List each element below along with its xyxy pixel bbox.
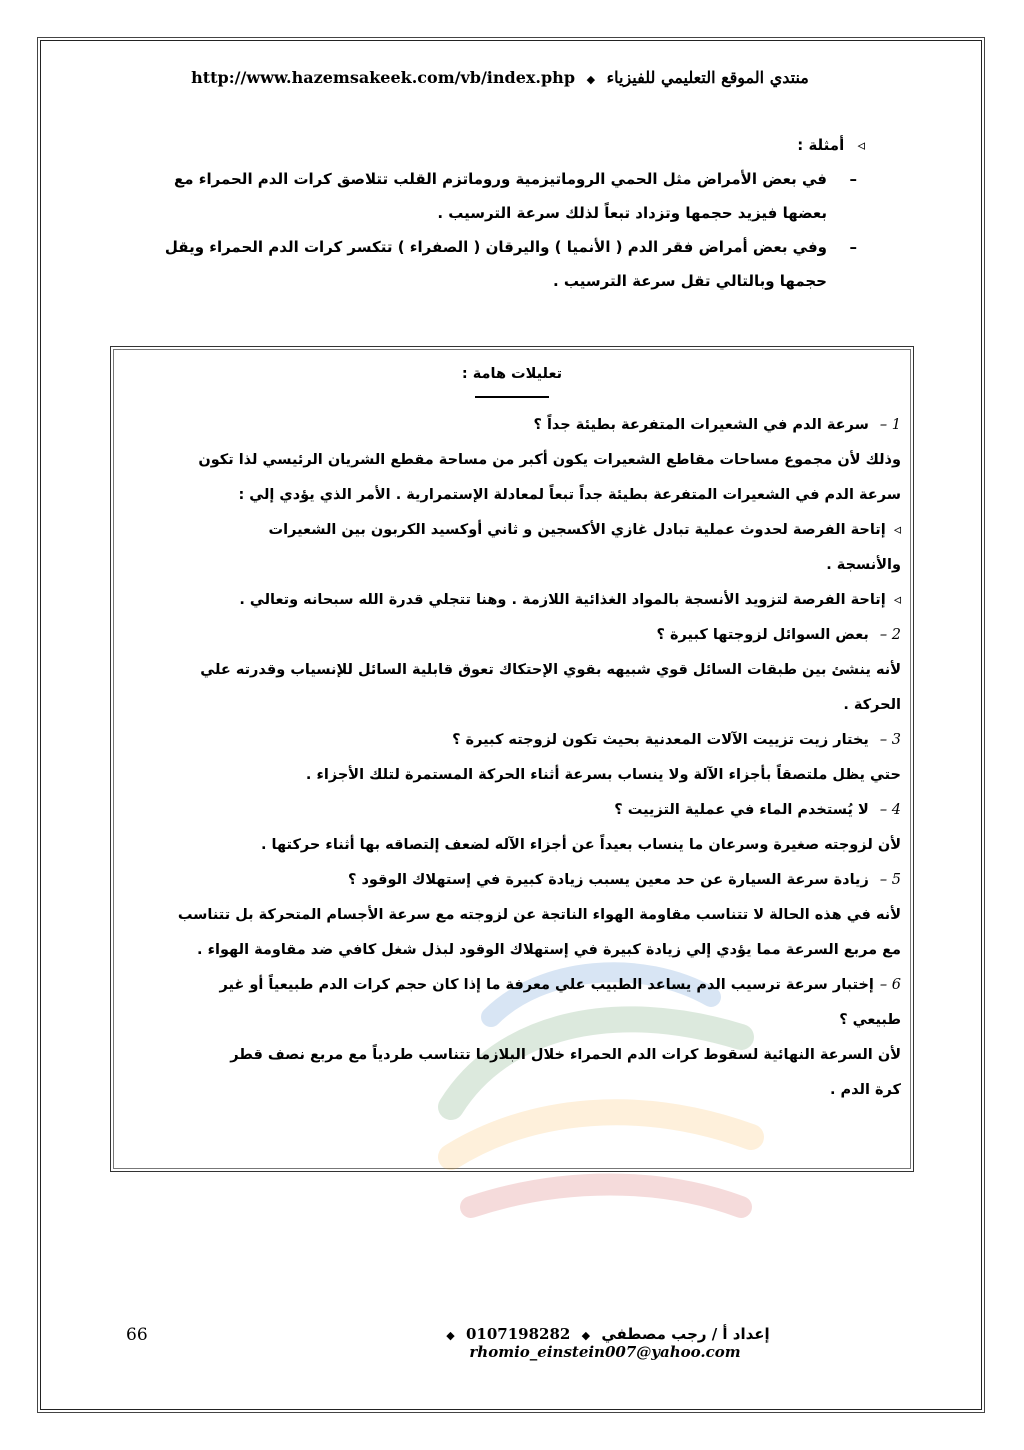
question-text: يختار زيت تزييت الآلات المعدنية بحيث تكون لزوجته كبيرة ؟ bbox=[452, 732, 869, 748]
diamond-separator-icon: ◆ bbox=[581, 1329, 591, 1342]
question-number: 1 – bbox=[879, 417, 901, 433]
question-text: زيادة سرعة السيارة عن حد معين يسبب زيادة كبيرة في إستهلاك الوقود ؟ bbox=[348, 872, 869, 888]
author-credit: إعداد أ / رجب مصطفي bbox=[601, 1325, 770, 1343]
question-text: طبيعي ؟ bbox=[839, 1012, 901, 1028]
bullet-text: إتاحة الفرصة لتزويد الأنسجة بالمواد الغذائية اللازمة . وهنا تتجلي قدرة الله سبحانه وتعالي . bbox=[239, 592, 886, 608]
question-text: بعض السوائل لزوجتها كبيرة ؟ bbox=[656, 627, 869, 643]
author-email-link[interactable]: rhomio_einstein007@yahoo.com bbox=[469, 1343, 741, 1361]
example-text-line: بعضها فيزيد حجمها وتزداد تبعاً لذلك سرعة الترسيب . bbox=[437, 204, 827, 222]
answer-line: الحركة . bbox=[843, 697, 901, 713]
notes-title: تعليلات هامة : bbox=[461, 366, 563, 382]
answer-line: سرعة الدم في الشعيرات المتفرعة بطيئة جداً تبعاً لمعادلة الإستمرارية . الأمر الذي يؤدي إلي : bbox=[238, 487, 901, 503]
question-1 bbox=[123, 408, 901, 443]
important-explanations-box bbox=[110, 346, 914, 1172]
question-4 bbox=[123, 793, 901, 828]
example-item bbox=[125, 162, 865, 230]
question-number: 3 – bbox=[879, 732, 901, 748]
answer-line: حتي يظل ملتصقاً بأجزاء الآلة ولا ينساب بسرعة أثناء الحركة المستمرة لتلك الأجزاء . bbox=[305, 767, 901, 783]
examples-section bbox=[125, 128, 865, 298]
answer-line: لأن السرعة النهائية لسقوط كرات الدم الحمراء خلال البلازما تتناسب طردياً مع مربع نصف قطر bbox=[230, 1047, 901, 1063]
answer-line: مع مربع السرعة مما يؤدي إلي زيادة كبيرة في إستهلاك الوقود لبذل شغل كافي ضد مقاومة الهواء . bbox=[197, 942, 901, 958]
question-2 bbox=[123, 618, 901, 653]
notes-content bbox=[123, 357, 901, 1108]
answer-line: لأن لزوجته صغيرة وسرعان ما ينساب بعيداً عن أجزاء الآله لضعف إلتصاقه بها أثناء حركتها . bbox=[260, 837, 901, 853]
question-text: لا يُستخدم الماء في عملية التزييت ؟ bbox=[614, 802, 869, 818]
question-5 bbox=[123, 863, 901, 898]
question-text: إختبار سرعة ترسيب الدم يساعد الطبيب علي معرفة ما إذا كان حجم كرات الدم طبيعياً أو غير bbox=[219, 977, 874, 993]
answer-line: كرة الدم . bbox=[829, 1082, 901, 1098]
answer-line: لأنه ينشئ بين طبقات السائل قوي شبيهه بقوي الإحتكاك تعوق قابلية السائل للإنسياب وقدرته علي bbox=[200, 662, 901, 678]
forum-url-link[interactable]: http://www.hazemsakeek.com/vb/index.php bbox=[191, 68, 575, 87]
example-text-line: وفي بعض أمراض فقر الدم ( الأنميا ) واليرقان ( الصفراء ) تتكسر كرات الدم الحمراء ويقل bbox=[164, 238, 827, 256]
answer-bullet bbox=[123, 583, 901, 618]
question-text: سرعة الدم في الشعيرات المتفرعة بطيئة جداً ؟ bbox=[533, 417, 869, 433]
dash-bullet-icon: – bbox=[849, 238, 857, 256]
example-item bbox=[125, 230, 865, 298]
diamond-separator-icon: ◆ bbox=[446, 1329, 455, 1342]
page-header bbox=[150, 68, 850, 87]
answer-line: وذلك لأن مجموع مساحات مقاطع الشعيرات يكون أكبر من مساحة مقطع الشريان الرئيسي لذا تكون bbox=[198, 452, 901, 468]
bullet-text: إتاحة الفرصة لحدوث عملية تبادل غازي الأكسجين و ثاني أوكسيد الكربون بين الشعيرات bbox=[268, 522, 886, 538]
example-text-line: حجمها وبالتالي تقل سرعة الترسيب . bbox=[552, 272, 827, 290]
dash-bullet-icon: – bbox=[849, 170, 857, 188]
forum-title: منتدي الموقع التعليمي للفيزياء bbox=[606, 68, 809, 87]
triangle-bullet-icon: ◃ bbox=[893, 592, 901, 608]
diamond-separator-icon: ◆ bbox=[586, 73, 596, 86]
page-number: 66 bbox=[126, 1325, 148, 1345]
triangle-bullet-icon: ◃ bbox=[893, 522, 901, 538]
question-6 bbox=[123, 968, 901, 1003]
page-footer bbox=[60, 1325, 960, 1361]
examples-title: أمثلة : bbox=[797, 136, 845, 154]
question-number: 5 – bbox=[879, 872, 901, 888]
question-3 bbox=[123, 723, 901, 758]
question-number: 2 – bbox=[879, 627, 901, 643]
example-text-line: في بعض الأمراض مثل الحمي الروماتيزمية وروماتزم القلب تتلاصق كرات الدم الحمراء مع bbox=[174, 170, 827, 188]
footer-credits bbox=[310, 1325, 900, 1361]
triangle-bullet-icon: ◃ bbox=[857, 136, 865, 154]
answer-bullet bbox=[123, 513, 901, 548]
question-number: 4 – bbox=[879, 802, 901, 818]
phone-number: 0107198282 bbox=[466, 1325, 571, 1343]
answer-line: والأنسجة . bbox=[826, 557, 901, 573]
examples-heading bbox=[125, 128, 865, 162]
answer-line: لأنه في هذه الحالة لا تتناسب مقاومة الهواء الناتجة عن لزوجته مع سرعة الأجسام المتحركة بل تتناسب bbox=[177, 907, 901, 923]
question-number: 6 – bbox=[879, 977, 901, 993]
title-underline bbox=[475, 396, 549, 398]
